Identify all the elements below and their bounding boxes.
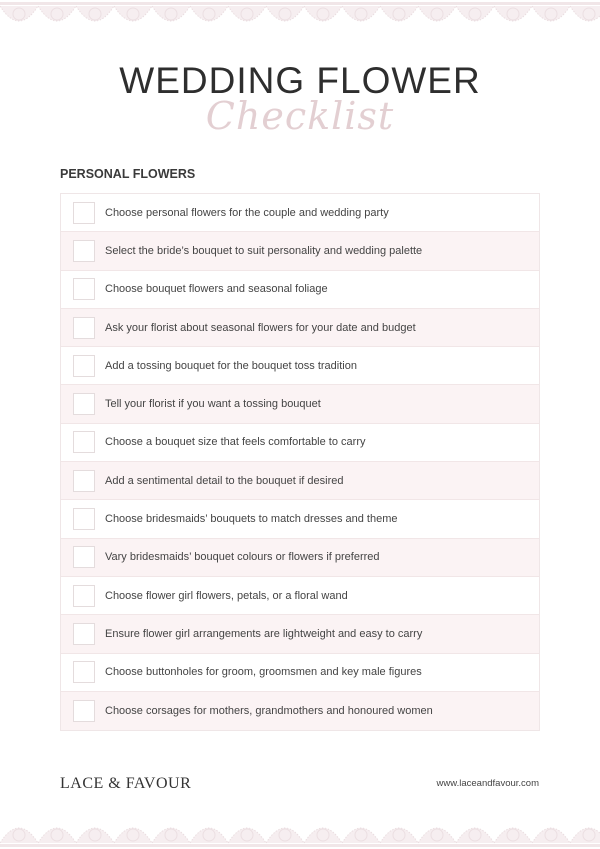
checklist-item <box>61 424 539 462</box>
checklist-item <box>61 271 539 309</box>
checklist-item <box>61 615 539 653</box>
checkbox[interactable] <box>73 393 95 415</box>
item-label: Vary bridesmaids’ bouquet colours or flowers if preferred <box>105 551 380 564</box>
checklist-item <box>61 462 539 500</box>
checkbox[interactable] <box>73 355 95 377</box>
item-label: Ask your florist about seasonal flowers for your date and budget <box>105 321 416 334</box>
checkbox[interactable] <box>73 317 95 339</box>
checklist-item <box>61 194 539 232</box>
checkbox[interactable] <box>73 278 95 300</box>
checklist-item <box>61 500 539 538</box>
checklist-item <box>61 692 539 730</box>
checkbox[interactable] <box>73 700 95 722</box>
item-label: Add a sentimental detail to the bouquet if desired <box>105 474 344 487</box>
checkbox[interactable] <box>73 546 95 568</box>
checklist-item <box>61 232 539 270</box>
checklist-item <box>61 577 539 615</box>
checkbox[interactable] <box>73 623 95 645</box>
checkbox[interactable] <box>73 202 95 224</box>
lace-border-top <box>0 0 600 34</box>
checkbox[interactable] <box>73 431 95 453</box>
item-label: Add a tossing bouquet for the bouquet toss tradition <box>105 359 357 372</box>
item-label: Choose buttonholes for groom, groomsmen and key male figures <box>105 666 422 679</box>
page-subtitle-script: Checklist <box>205 94 395 138</box>
lace-border-bottom <box>0 815 600 849</box>
item-label: Choose bouquet flowers and seasonal foliage <box>105 283 328 296</box>
section-title: PERSONAL FLOWERS <box>60 167 196 181</box>
checklist-item <box>61 539 539 577</box>
checklist-item <box>61 654 539 692</box>
item-label: Choose bridesmaids’ bouquets to match dresses and theme <box>105 513 398 526</box>
item-label: Choose corsages for mothers, grandmothers and honoured women <box>105 705 433 717</box>
checklist-item <box>61 309 539 347</box>
checkbox[interactable] <box>73 470 95 492</box>
item-label: Ensure flower girl arrangements are lightweight and easy to carry <box>105 627 423 640</box>
item-label: Select the bride’s bouquet to suit personality and wedding palette <box>105 244 423 257</box>
checkbox[interactable] <box>73 661 95 683</box>
item-label: Choose flower girl flowers, petals, or a floral wand <box>105 589 348 602</box>
checkbox[interactable] <box>73 240 95 262</box>
checklist-item <box>61 385 539 423</box>
checklist <box>60 193 540 731</box>
item-label: Choose a bouquet size that feels comfortable to carry <box>105 436 366 449</box>
website-url[interactable]: www.laceandfavour.com <box>436 778 539 789</box>
checkbox[interactable] <box>73 508 95 530</box>
brand-logo: LACE & FAVOUR <box>60 775 192 792</box>
checklist-item <box>61 347 539 385</box>
item-label: Choose personal flowers for the couple and wedding party <box>105 206 389 219</box>
item-label: Tell your florist if you want a tossing bouquet <box>105 398 321 411</box>
page-title: WEDDING FLOWER <box>119 60 481 101</box>
checkbox[interactable] <box>73 585 95 607</box>
